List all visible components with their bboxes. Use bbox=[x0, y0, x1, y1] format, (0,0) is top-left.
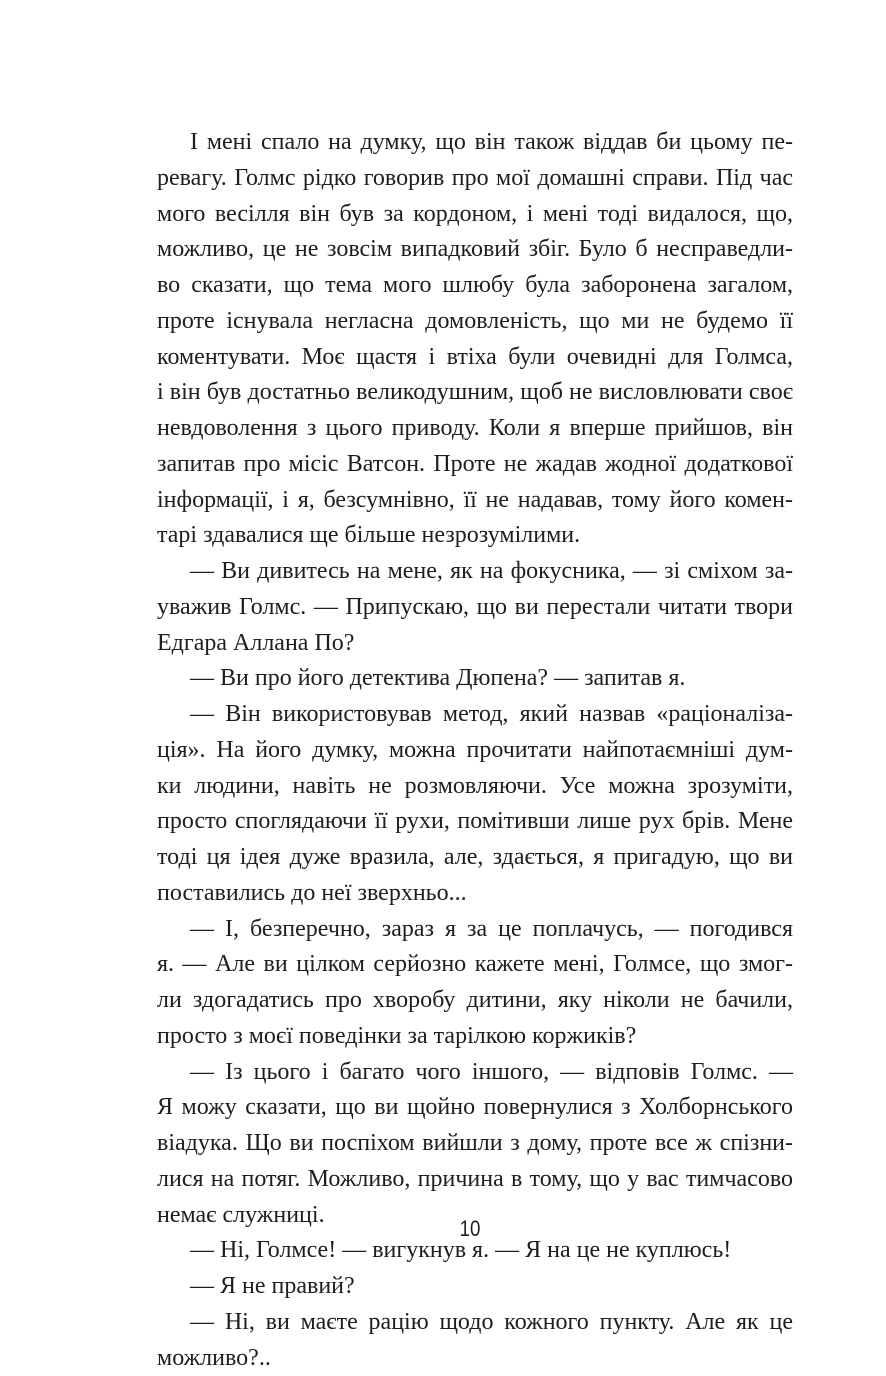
paragraph bbox=[157, 661, 793, 697]
text-line: можливо, це не зовсім випадковий збіг. Було б несправедли- bbox=[157, 232, 793, 268]
text-line: я. — Але ви цілком серйозно кажете мені, Голмсе, що змог- bbox=[157, 947, 793, 983]
text-line: — Ви про його детектива Дюпена? — запитав я. bbox=[157, 661, 793, 697]
text-line: віадука. Що ви поспіхом вийшли з дому, проте все ж спізни- bbox=[157, 1126, 793, 1162]
text-line: І мені спало на думку, що він також віддав би цьому пе- bbox=[157, 125, 793, 161]
text-line: лися на потяг. Можливо, причина в тому, що у вас тимчасово bbox=[157, 1162, 793, 1198]
text-line: — Ні, ви маєте рацію щодо кожного пункту. Але як це bbox=[157, 1305, 793, 1341]
text-line: тарі здавалися ще більше незрозумілими. bbox=[157, 518, 793, 554]
text-line: запитав про місіс Ватсон. Проте не жадав жодної додаткової bbox=[157, 447, 793, 483]
paragraph bbox=[157, 125, 793, 554]
text-line: — Я не правий? bbox=[157, 1269, 793, 1305]
text-line: коментувати. Моє щастя і втіха були очевидні для Голмса, bbox=[157, 340, 793, 376]
body-text bbox=[157, 125, 793, 1376]
text-line: просто з моєї поведінки за тарілкою коржиків? bbox=[157, 1019, 793, 1055]
text-line: немає служниці. bbox=[157, 1198, 793, 1234]
text-line: — І, безперечно, зараз я за це поплачусь, — погодився bbox=[157, 912, 793, 948]
paragraph bbox=[157, 554, 793, 661]
text-line: ки людини, навіть не розмовляючи. Усе можна зрозуміти, bbox=[157, 769, 793, 805]
text-line: просто споглядаючи її рухи, помітивши лише рух брів. Мене bbox=[157, 804, 793, 840]
paragraph bbox=[157, 1269, 793, 1305]
text-line: Я можу сказати, що ви щойно повернулися з Холборнського bbox=[157, 1090, 793, 1126]
text-line: Едгара Аллана По? bbox=[157, 626, 793, 662]
text-line: ли здогадатись про хворобу дитини, яку ніколи не бачили, bbox=[157, 983, 793, 1019]
text-line: поставились до неї зверхньо... bbox=[157, 876, 793, 912]
text-line: ція». На його думку, можна прочитати найпотаємніші дум- bbox=[157, 733, 793, 769]
text-line: — Він використовував метод, який назвав «раціоналіза- bbox=[157, 697, 793, 733]
text-line: невдоволення з цього приводу. Коли я вперше прийшов, він bbox=[157, 411, 793, 447]
page-number: 10 bbox=[71, 1216, 870, 1242]
text-line: тоді ця ідея дуже вразила, але, здається, я пригадую, що ви bbox=[157, 840, 793, 876]
paragraph bbox=[157, 912, 793, 1055]
paragraph bbox=[157, 1305, 793, 1376]
text-line: і він був достатньо великодушним, щоб не висловлювати своє bbox=[157, 375, 793, 411]
text-line: уважив Голмс. — Припускаю, що ви перестали читати твори bbox=[157, 590, 793, 626]
text-line: проте існувала негласна домовленість, що ми не будемо її bbox=[157, 304, 793, 340]
text-line: — Ні, Голмсе! — вигукнув я. — Я на це не куплюсь! bbox=[157, 1233, 793, 1269]
text-line: ревагу. Голмс рідко говорив про мої домашні справи. Під час bbox=[157, 161, 793, 197]
text-line: — Ви дивитесь на мене, як на фокусника, — зі сміхом за- bbox=[157, 554, 793, 590]
text-line: — Із цього і багато чого іншого, — відповів Голмс. — bbox=[157, 1055, 793, 1091]
text-line: можливо?.. bbox=[157, 1341, 793, 1376]
text-line: мого весілля він був за кордоном, і мені тоді видалося, що, bbox=[157, 197, 793, 233]
paragraph bbox=[157, 1055, 793, 1234]
text-line: во сказати, що тема мого шлюбу була заборонена загалом, bbox=[157, 268, 793, 304]
text-line: інформації, і я, безсумнівно, її не надавав, тому його комен- bbox=[157, 483, 793, 519]
paragraph bbox=[157, 697, 793, 912]
